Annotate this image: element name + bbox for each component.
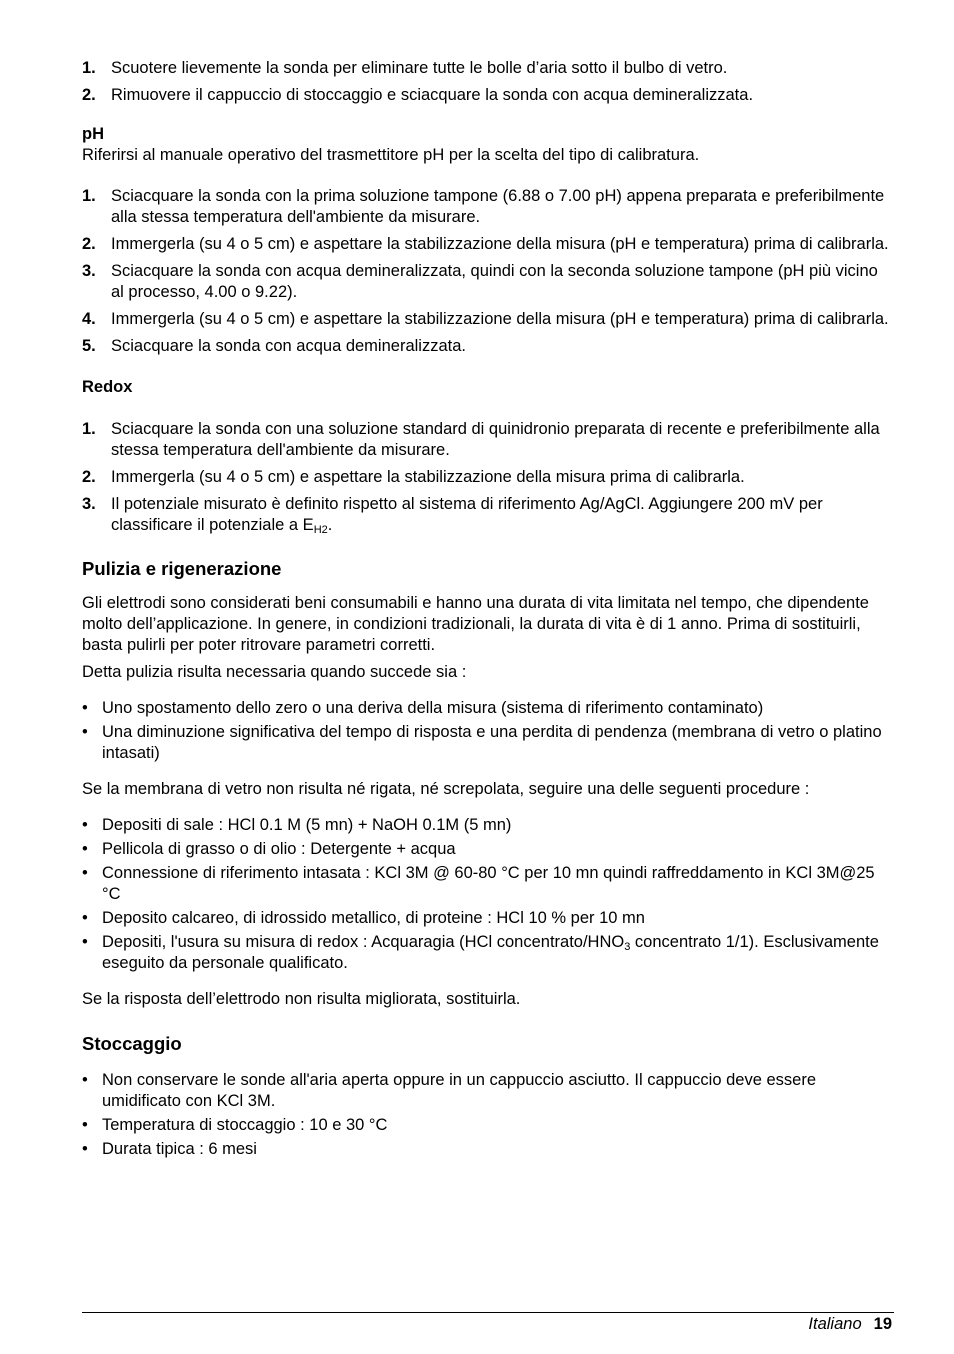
ph-intro: Riferirsi al manuale operativo del trasmettitore pH per la scelta del tipo di calibratura. xyxy=(82,146,700,164)
list-item: 1. Scuotere lievemente la sonda per eliminare tutte le bolle d’aria sotto il bulbo di vetro. xyxy=(82,59,728,77)
bullet-icon: • xyxy=(82,723,88,741)
bullet-icon: • xyxy=(82,933,88,951)
bullet-icon: • xyxy=(82,840,88,858)
list-item: 1. Sciacquare la sonda con la prima soluzione tampone (6.88 o 7.00 pH) appena preparata e preferibilmente alla stessa temperatura dell'ambiente da misurare. xyxy=(82,187,885,226)
cleaning-heading: Pulizia e rigenerazione xyxy=(82,558,282,579)
list-item: 4. Immergerla (su 4 o 5 cm) e aspettare la stabilizzazione della misura (pH e temperatura) prima di calibrarla. xyxy=(82,310,889,328)
redox-heading: Redox xyxy=(82,378,133,396)
list-item: • Durata tipica : 6 mesi xyxy=(82,1140,257,1158)
list-item: • Depositi, l'usura su misura di redox : Acquaragia (HCl concentrato/$HNO_3$ concentrato 1/1). Esclusivamente eseguito da personale qualificato. xyxy=(82,933,879,972)
storage-heading: Stoccaggio xyxy=(82,1033,182,1054)
page-number: 19 xyxy=(873,1315,892,1333)
ph-steps xyxy=(82,186,894,357)
list-item: • Depositi di sale : HCl 0.1 M (5 mn) + NaOH 0.1M (5 mn) xyxy=(82,816,512,834)
list-item: 3. Il potenziale misurato è definito rispetto al sistema di riferimento Ag/AgCl. Aggiungere 200 mV per classificare il potenziale a $E_{H2}$. xyxy=(82,495,823,536)
page-content xyxy=(82,58,894,1163)
ph-heading: pH xyxy=(82,125,104,143)
bullet-icon: • xyxy=(82,1116,88,1134)
footer-language: Italiano xyxy=(808,1315,862,1333)
list-item: • Temperatura di stoccaggio : 10 e 30 °C xyxy=(82,1116,388,1134)
cleaning-conditions-list xyxy=(82,698,894,764)
list-item: • Connessione di riferimento intasata : KCl 3M @ 60-80 °C per 10 mn quindi raffreddamento in KCl 3M@25 °C xyxy=(82,864,875,903)
list-item: 5. Sciacquare la sonda con acqua demineralizzata. xyxy=(82,337,466,355)
list-item: 2. Immergerla (su 4 o 5 cm) e aspettare la stabilizzazione della misura prima di calibrarla. xyxy=(82,468,745,486)
redox-steps xyxy=(82,419,894,536)
cleaning-paragraph: Gli elettrodi sono considerati beni consumabili e hanno una durata di vita limitata nel tempo, che dipendente molto dell’applicazione. In genere, in condizioni tradizionali, la durata di vita è di 1 anno. Prima di sostituirli, basta pulirli per poter ritrovare parametri corretti. xyxy=(82,594,869,654)
storage-list xyxy=(82,1070,894,1160)
list-item: • Deposito calcareo, di idrossido metallico, di proteine : HCl 10 % per 10 mn xyxy=(82,909,645,927)
list-item: 2. Immergerla (su 4 o 5 cm) e aspettare la stabilizzazione della misura (pH e temperatura) prima di calibrarla. xyxy=(82,235,889,253)
cleaning-paragraph: Se la membrana di vetro non risulta né rigata, né screpolata, seguire una delle seguenti procedure : xyxy=(82,780,810,798)
page-footer xyxy=(82,1312,894,1333)
list-item: • Uno spostamento dello zero o una deriva della misura (sistema di riferimento contaminato) xyxy=(82,699,764,717)
intro-steps xyxy=(82,58,894,106)
bullet-icon: • xyxy=(82,864,88,882)
bullet-icon: • xyxy=(82,699,88,717)
list-item: 1. Sciacquare la sonda con una soluzione standard di quinidronio preparata di recente e preferibilmente alla stessa temperatura dell'ambiente da misurare. xyxy=(82,420,880,459)
bullet-icon: • xyxy=(82,1140,88,1158)
list-item: • Una diminuzione significativa del tempo di risposta e una perdita di pendenza (membrana di vetro o platino intasati) xyxy=(82,723,882,762)
list-item: • Non conservare le sonde all'aria aperta oppure in un cappuccio asciutto. Il cappuccio deve essere umidificato con KCl 3M. xyxy=(82,1071,816,1110)
cleaning-paragraph: Detta pulizia risulta necessaria quando succede sia : xyxy=(82,663,467,681)
bullet-icon: • xyxy=(82,909,88,927)
bullet-icon: • xyxy=(82,816,88,834)
cleaning-procedures-list xyxy=(82,815,894,974)
list-item: • Pellicola di grasso o di olio : Detergente + acqua xyxy=(82,840,456,858)
bullet-icon: • xyxy=(82,1071,88,1089)
list-item: 3. Sciacquare la sonda con acqua demineralizzata, quindi con la seconda soluzione tampone (pH più vicino al processo, 4.00 o 9.22). xyxy=(82,262,878,301)
cleaning-paragraph: Se la risposta dell’elettrodo non risulta migliorata, sostituirla. xyxy=(82,990,521,1008)
list-item: 2. Rimuovere il cappuccio di stoccaggio e sciacquare la sonda con acqua demineralizzata. xyxy=(82,86,754,104)
